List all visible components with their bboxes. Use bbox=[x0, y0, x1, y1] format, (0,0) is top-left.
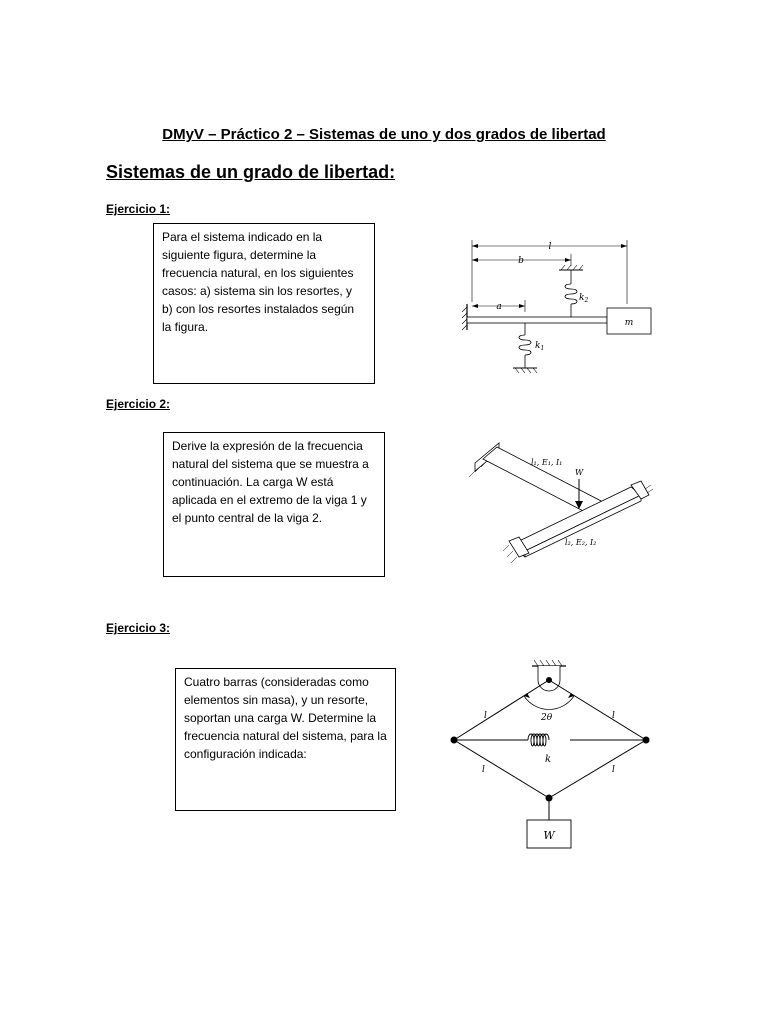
fig1-label-k1: $k_1$ bbox=[535, 341, 545, 352]
fig1-label-k2: $k_2$ bbox=[579, 293, 589, 304]
fig1-label-m: m bbox=[624, 318, 634, 328]
fig3-label-angle: 2θ bbox=[541, 713, 553, 723]
fig2-label-beam2: l₂, E₂, I₂ bbox=[565, 538, 597, 547]
fig2-label-beam1: l₁, E₁, I₁ bbox=[531, 458, 563, 467]
exercise-2-textbox bbox=[163, 432, 385, 577]
page-title: DMyV – Práctico 2 – Sistemas de uno y dos grados de libertad bbox=[162, 126, 606, 143]
fig3-label-k: k bbox=[545, 754, 552, 765]
exercise-2-figure bbox=[455, 425, 665, 575]
fig3-label-l-bottom-left: l bbox=[482, 765, 485, 775]
fig3-label-l-top-right: l bbox=[612, 711, 615, 721]
fig2-label-w: W bbox=[575, 468, 584, 477]
fig3-label-l-top-left: l bbox=[484, 711, 487, 721]
exercise-1-text: Para el sistema indicado en la siguiente figura, determine la frecuencia natural, en los siguientes casos: a) sistema sin los resortes, y b) con los resortes instalados según la figura. bbox=[162, 230, 355, 334]
fig1-label-b: b bbox=[518, 256, 524, 266]
exercise-2-label: Ejercicio 2: bbox=[106, 397, 171, 411]
fig3-label-w: W bbox=[543, 829, 555, 842]
exercise-3-label: Ejercicio 3: bbox=[106, 621, 171, 635]
section-heading: Sistemas de un grado de libertad: bbox=[106, 162, 396, 182]
fig1-label-l: l bbox=[548, 242, 552, 252]
exercise-1-label: Ejercicio 1: bbox=[106, 202, 171, 216]
exercise-1-figure bbox=[455, 232, 665, 382]
fig3-label-l-bottom-right: l bbox=[612, 765, 615, 775]
exercise-3-text: Cuatro barras (consideradas como elementos sin masa), y un resorte, soportan una carga W. Determine la frecuencia natural del sistema, para la configuración indicada: bbox=[184, 675, 387, 761]
exercise-3-textbox bbox=[175, 668, 396, 811]
exercise-1-textbox bbox=[153, 223, 375, 384]
fig1-label-a: a bbox=[496, 302, 502, 312]
exercise-3-figure bbox=[440, 650, 665, 855]
exercise-2-text: Derive la expresión de la frecuencia natural del sistema que se muestra a continuación. La carga W está aplicada en el extremo de la viga 1 y el punto central de la viga 2. bbox=[172, 439, 369, 525]
